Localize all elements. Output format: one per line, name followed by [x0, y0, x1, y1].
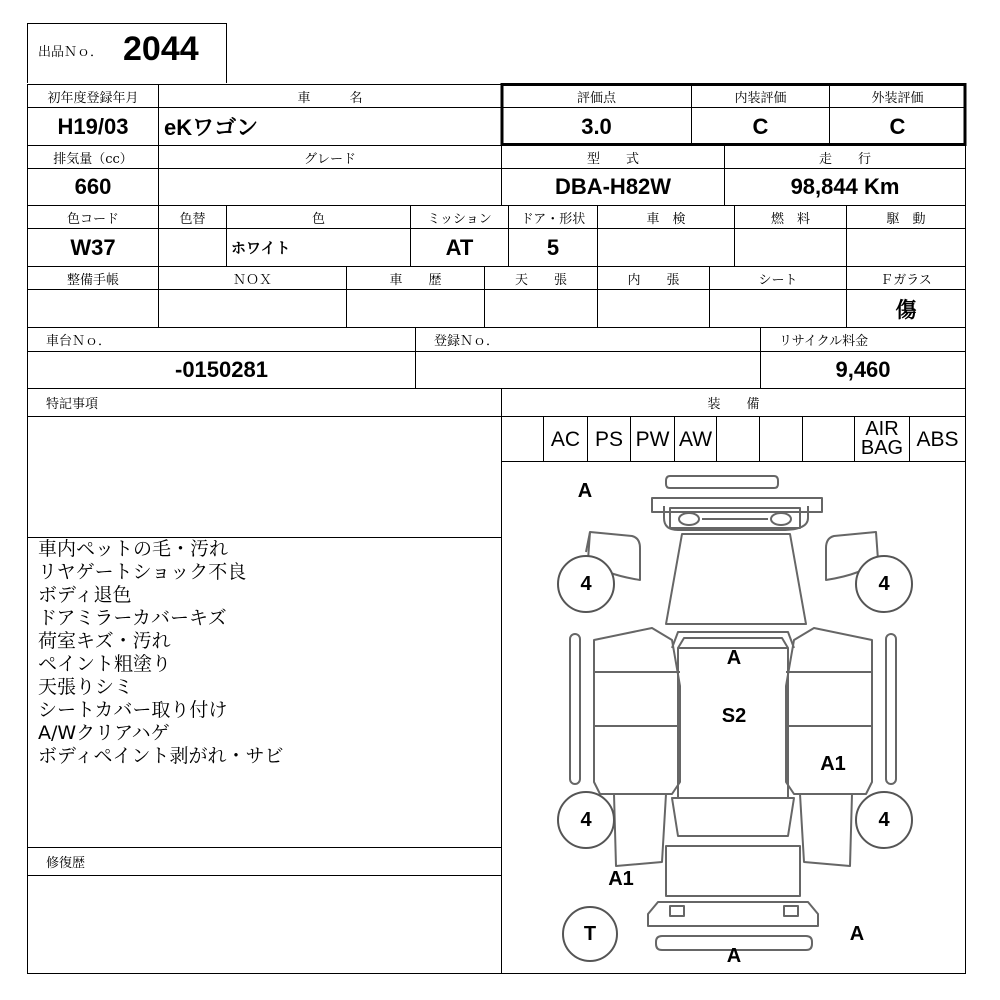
- note-item: シートカバー取り付け: [38, 699, 228, 721]
- interior-trim-header: 内 張: [627, 272, 680, 288]
- color-value: ホワイト: [231, 240, 291, 257]
- chassis-no-header: 車台Ｎｏ．: [46, 334, 112, 349]
- roof-lining-header: 天 張: [514, 272, 567, 288]
- damage-mark: A: [849, 922, 865, 945]
- recycle-fee-value: 9,460: [835, 357, 891, 382]
- lot-label: 出品Ｎｏ．: [38, 45, 104, 60]
- special-notes-header: 特記事項: [46, 397, 99, 412]
- drive-header: 駆 動: [886, 211, 926, 227]
- first-registration-header: 初年度登録年月: [47, 90, 139, 106]
- note-item: 荷室キズ・汚れ: [38, 630, 171, 652]
- inspection-header: 車 検: [646, 211, 686, 227]
- equipment-ps: PS: [594, 427, 623, 451]
- color-code-header: 色コード: [66, 211, 119, 227]
- f-glass-header: Ｆガラス: [880, 272, 932, 288]
- note-item: リヤゲートショック不良: [38, 561, 247, 583]
- door-shape-header: ドア・形状: [520, 211, 586, 227]
- note-item: ペイント粗塗り: [38, 653, 172, 675]
- fuel-header: 燃 料: [770, 211, 810, 227]
- tire-mark-front-right: 4: [878, 572, 890, 595]
- equipment-abs: ABS: [916, 427, 959, 451]
- chassis-no-value: -0150281: [175, 357, 268, 382]
- note-item: ボディ退色: [38, 584, 132, 606]
- repaint-header: 色替: [179, 211, 206, 227]
- lot-number: 2044: [123, 30, 199, 68]
- model-header: 型 式: [586, 151, 639, 167]
- grade-value: [159, 169, 501, 205]
- damage-mark: A1: [820, 752, 846, 775]
- equipment-pw: PW: [635, 427, 670, 451]
- model-value: DBA-H82W: [554, 174, 672, 199]
- mileage-header: 走 行: [818, 151, 871, 167]
- nox-header: ＮＯＸ: [232, 272, 272, 288]
- note-item: 車内ペットの毛・汚れ: [38, 538, 229, 560]
- score-header: 評価点: [576, 90, 616, 106]
- equipment-header: 装 備: [707, 397, 760, 412]
- tire-mark-rear-left: 4: [580, 808, 592, 831]
- damage-mark: A1: [608, 867, 634, 890]
- color-header: 色: [311, 211, 325, 227]
- transmission-value: AT: [445, 234, 474, 260]
- repair-history-header: 修復歴: [46, 856, 86, 871]
- interior-value: C: [752, 113, 769, 139]
- reg-no-header: 登録Ｎｏ．: [434, 334, 500, 349]
- interior-header: 内装評価: [734, 90, 787, 106]
- exterior-value: C: [889, 113, 906, 139]
- reg-no-value: [416, 352, 760, 388]
- spare-tire-mark: T: [583, 922, 597, 945]
- first-registration-value: H19/03: [57, 113, 129, 139]
- history-header: 車 歴: [389, 272, 442, 288]
- color-code-value: W37: [70, 234, 116, 260]
- damage-mark: S2: [721, 704, 747, 727]
- repaint-value: [159, 229, 226, 266]
- transmission-header: ミッション: [427, 211, 492, 227]
- notes-list: [38, 538, 283, 768]
- seat-header: シート: [758, 272, 798, 288]
- f-glass-value: 傷: [895, 298, 917, 322]
- equipment-ac: AC: [550, 427, 581, 451]
- score-value: 3.0: [581, 113, 612, 139]
- note-item: ボディペイント剥がれ・サビ: [38, 745, 284, 767]
- damage-mark: A: [577, 479, 593, 502]
- displacement-value: 660: [74, 174, 112, 199]
- note-item: ドアミラーカバーキズ: [38, 607, 227, 629]
- tire-mark-rear-right: 4: [878, 808, 890, 831]
- damage-mark: A: [726, 944, 742, 967]
- mileage-value: 98,844 Km: [790, 174, 900, 199]
- tire-mark-front-left: 4: [580, 572, 592, 595]
- equipment-aw: AW: [678, 427, 713, 451]
- damage-mark: A: [726, 646, 742, 669]
- fuel-value: [735, 229, 846, 266]
- note-item: A/Wクリアハゲ: [38, 722, 170, 744]
- inspection-value: [598, 229, 734, 266]
- displacement-header: 排気量（cc）: [53, 151, 133, 167]
- recycle-fee-header: リサイクル料金: [779, 334, 869, 349]
- door-shape-value: 5: [546, 234, 560, 260]
- car-name-header: 車 名: [297, 90, 363, 106]
- service-book-header: 整備手帳: [66, 272, 119, 288]
- grade-header: グレード: [303, 151, 356, 167]
- drive-value: [847, 229, 965, 266]
- exterior-header: 外装評価: [871, 90, 924, 106]
- equipment-airbag: AIR BAG: [860, 418, 904, 459]
- car-name-value: eKワゴン: [164, 115, 259, 140]
- note-item: 天張りシミ: [38, 676, 134, 698]
